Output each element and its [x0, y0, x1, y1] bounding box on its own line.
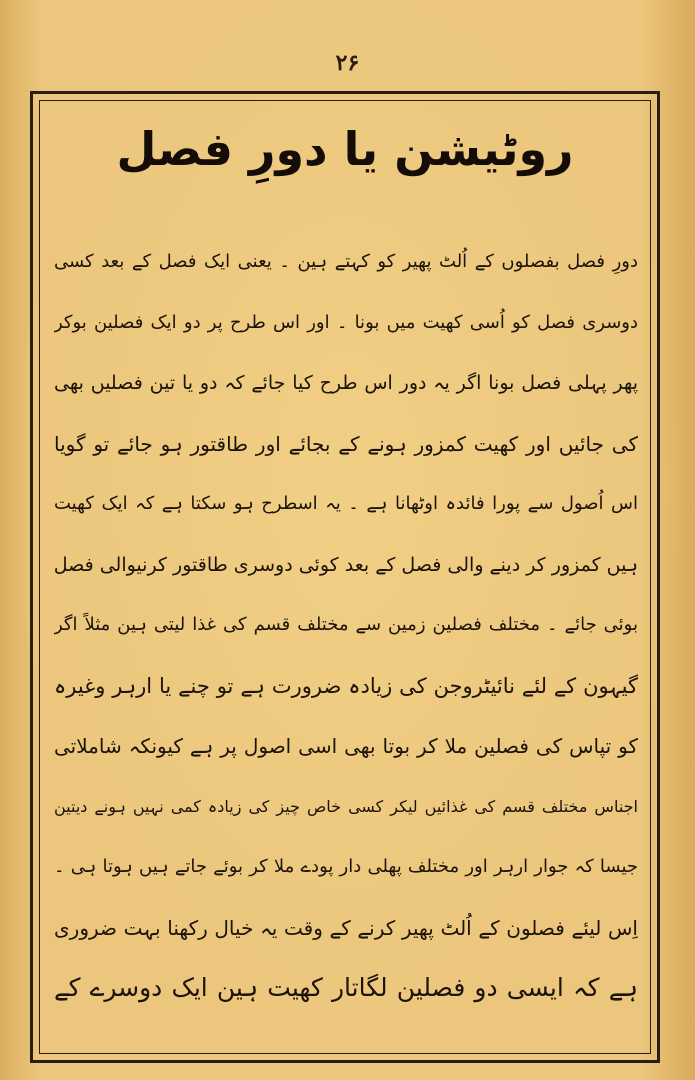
text-line: کو تپاس کی فصلین ملا کر بوتا بھی اسی اصول پر ہے کیونکہ شاملاتی	[54, 734, 638, 758]
body-paragraph	[54, 232, 638, 1019]
text-line: ہے کہ ایسی دو فصلین لگاتار کھیت ہین ایک دوسرے کے	[54, 973, 638, 1002]
text-line: کی جائیں اور کھیت کمزور ہونے کے بجائے اور طاقتور ہو جائے تو گویا	[54, 431, 638, 456]
text-line: جیسا کہ جوار ارہر اور مختلف پھلی دار پودے ملا کر بوئے جاتے ہیں ہوتا ہی ۔	[54, 856, 638, 877]
chapter-heading: روٹیشن یا دورِ فصل	[116, 122, 574, 176]
text-line: ہیں کمزور کر دینے والی فصل کے بعد کوئی دوسری طاقتور کرنیوالی فصل	[54, 553, 638, 576]
text-line: اس اُصول سے پورا فائدہ اوٹھانا ہے ۔ یہ اسطرح ہو سکتا ہے کہ ایک کھیت	[54, 493, 638, 514]
text-line: دورِ فصل بفصلوں کے اُلٹ پھیر کو کہتے ہین ۔ یعنی ایک فصل کے بعد کسی	[54, 251, 638, 272]
text-line: دوسری فصل کو اُسی کھیت میں بونا ۔ اور اس طرح پر دو ایک فصلین بوکر	[54, 311, 638, 333]
text-line: اجناس مختلف قسم کی غذائیں لیکر کسی خاص چیز کی زیادہ کمی نہیں ہونے دیتین	[54, 796, 638, 816]
page-number: ۲۶	[335, 50, 360, 76]
text-line: بوئی جائے ۔ مختلف فصلین زمین سے مختلف قسم کی غذا لیتی ہین مثلاً اگر	[54, 614, 638, 635]
text-line: گیہون کے لئے نائیٹروجن کی زیادہ ضرورت ہے تو چنے یا ارہر وغیرہ	[54, 673, 638, 698]
text-line: پھر پہلی فصل بونا اگر یہ دور اس طرح کیا جائے کہ دو یا تین فصلیں بھی	[54, 372, 638, 394]
text-line: اِس لیئے فصلون کے اُلٹ پھیر کرنے کے وقت یہ خیال رکھنا بہت ضروری	[54, 915, 638, 940]
